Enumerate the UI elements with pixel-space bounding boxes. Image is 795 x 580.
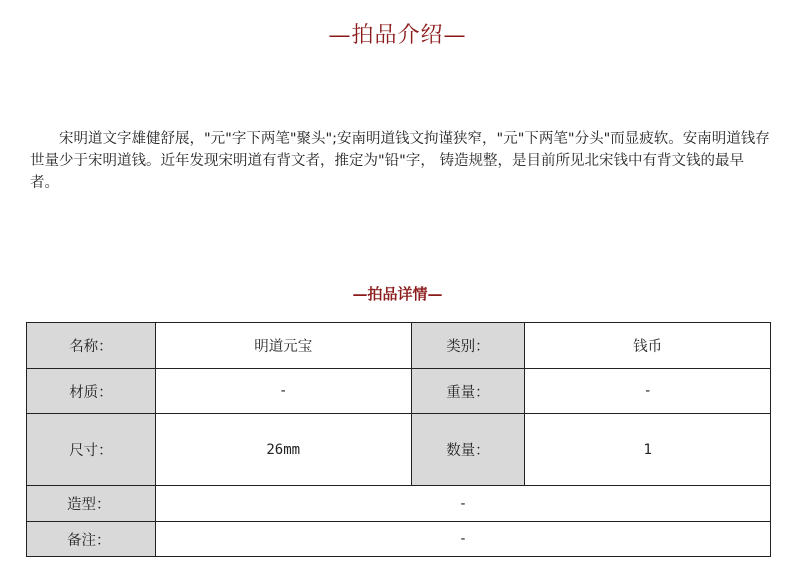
category-label: 类别： <box>411 323 525 369</box>
table-row <box>27 323 771 369</box>
page-title: —拍品介绍— <box>328 23 467 48</box>
shape-label: 造型： <box>27 486 156 522</box>
table-row <box>27 486 771 522</box>
remark-value: - <box>155 522 770 557</box>
details-title: —拍品详情— <box>352 285 443 303</box>
details-table <box>26 322 771 557</box>
table-row <box>27 522 771 557</box>
weight-value: - <box>525 369 771 414</box>
table-row <box>27 414 771 486</box>
remark-label: 备注： <box>27 522 156 557</box>
material-label: 材质： <box>27 369 156 414</box>
quantity-value: 1 <box>525 414 771 486</box>
shape-value: - <box>155 486 770 522</box>
size-label: 尺寸： <box>27 414 156 486</box>
size-value: 26mm <box>155 414 411 486</box>
name-value: 明道元宝 <box>155 323 411 369</box>
category-value: 钱币 <box>525 323 771 369</box>
intro-paragraph: 宋明道文字雄健舒展，"元"字下两笔"聚头";安南明道钱文拘谨狭窄，"元"下两笔"分头"而显疲软。安南明道钱存世量少于宋明道钱。近年发现宋明道有背文者，推定为"铅"字， 铸造规整，是目前所见北宋钱中有背文钱的最早者。 <box>30 131 770 191</box>
material-value: - <box>155 369 411 414</box>
table-row <box>27 369 771 414</box>
weight-label: 重量： <box>411 369 525 414</box>
quantity-label: 数量： <box>411 414 525 486</box>
name-label: 名称： <box>27 323 156 369</box>
